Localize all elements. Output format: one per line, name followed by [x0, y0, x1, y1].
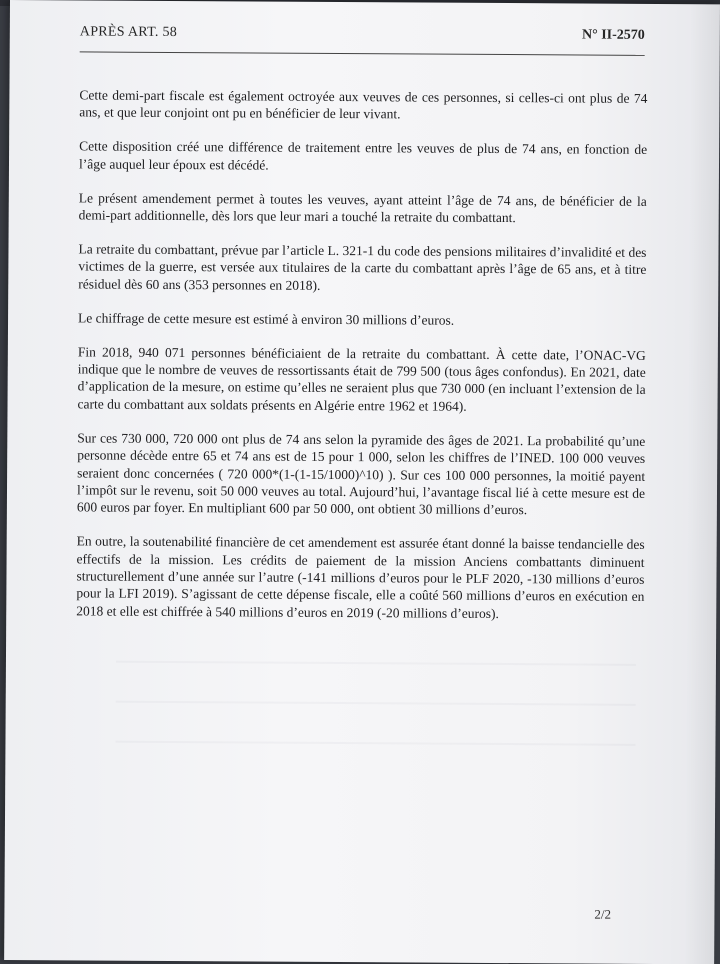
paragraph: La retraite du combattant, prévue par l’article L. 321-1 du code des pensions militaires d’invalidité et des victimes de la guerre, est versée aux titulaires de la carte du combattant après l’âge de 65 ans, et à titre résiduel dès 60 ans (353 personnes en 2018).: [78, 241, 647, 293]
article-reference: APRÈS ART. 58: [79, 24, 178, 41]
paragraph: Le chiffrage de cette mesure est estimé à environ 30 millions d’euros.: [78, 310, 455, 328]
show-through-text: [115, 741, 635, 746]
paragraph: Cette disposition créé une différence de traitement entre les veuves de plus de 74 ans, en fonction de l’âge auquel leur époux est décédé.: [78, 138, 648, 173]
paragraph: Le présent amendement permet à toutes les veuves, ayant atteint l’âge de 74 ans, de bénéficier de la demi-part additionnelle, dès lors que leur mari a touché la retraite du combattant.: [78, 190, 647, 226]
paragraph: En outre, la soutenabilité financière de cet amendement est assurée étant donné la baisse tendancielle des effectifs de la mission. Les crédits de paiement de la mission Anciens combattants diminuent structurellement d’une année sur l’autre (-141 millions d’euros pour le PLF 2020, -130 millions d’euros pour la LFI 2019). S’agissant de cette dépense fiscale, elle a coûté 560 millions d’euros en exécution en 2018 et elle est chiffrée à 540 millions d’euros en 2019 (-20 millions d’euros).: [76, 533, 645, 621]
document-body: [76, 86, 647, 639]
page-header: [80, 24, 645, 47]
paragraph: Fin 2018, 940 071 personnes bénéficiaient de la retraite du combattant. À cette date, l’ONAC-VG indique que le nombre de veuves de ressortissants était de 799 500 (tous âges confondus). En 2021, date d’application de la mesure, on estime qu’elles ne seraient plus que 730 000 (en incluant l’extension de la carte du combattant aux soldats présents en Algérie entre 1962 et 1964).: [77, 343, 646, 414]
show-through-text: [116, 661, 636, 666]
document-page: [4, 0, 720, 964]
paragraph: Sur ces 730 000, 720 000 ont plus de 74 ans selon la pyramide des âges de 2021. La probabilité qu’une personne décède entre 65 et 74 ans est de 15 pour 1 000, selon les chiffres de l’INED. 100 000 veuves seraient donc concernées ( 720 000*(1-(1-15/1000)^10) ). Sur ces 100 000 personnes, la moitié payent l’impôt sur le revenu, soit 50 000 veuves au total. Aujourd’hui, l’avantage fiscal lié à cette mesure est de 600 euros par foyer. En multipliant 600 par 50 000, ont obtient 30 millions d’euros.: [76, 430, 646, 518]
amendment-number: N° II-2570: [581, 27, 645, 43]
page-number: 2/2: [594, 906, 612, 922]
header-divider: [80, 51, 645, 55]
paragraph: Cette demi-part fiscale est également octroyée aux veuves de ces personnes, si celles-ci ont plus de 74 ans, et que leur conjoint ont pu en bénéficier de leur vivant.: [79, 87, 648, 122]
show-through-text: [116, 701, 636, 706]
